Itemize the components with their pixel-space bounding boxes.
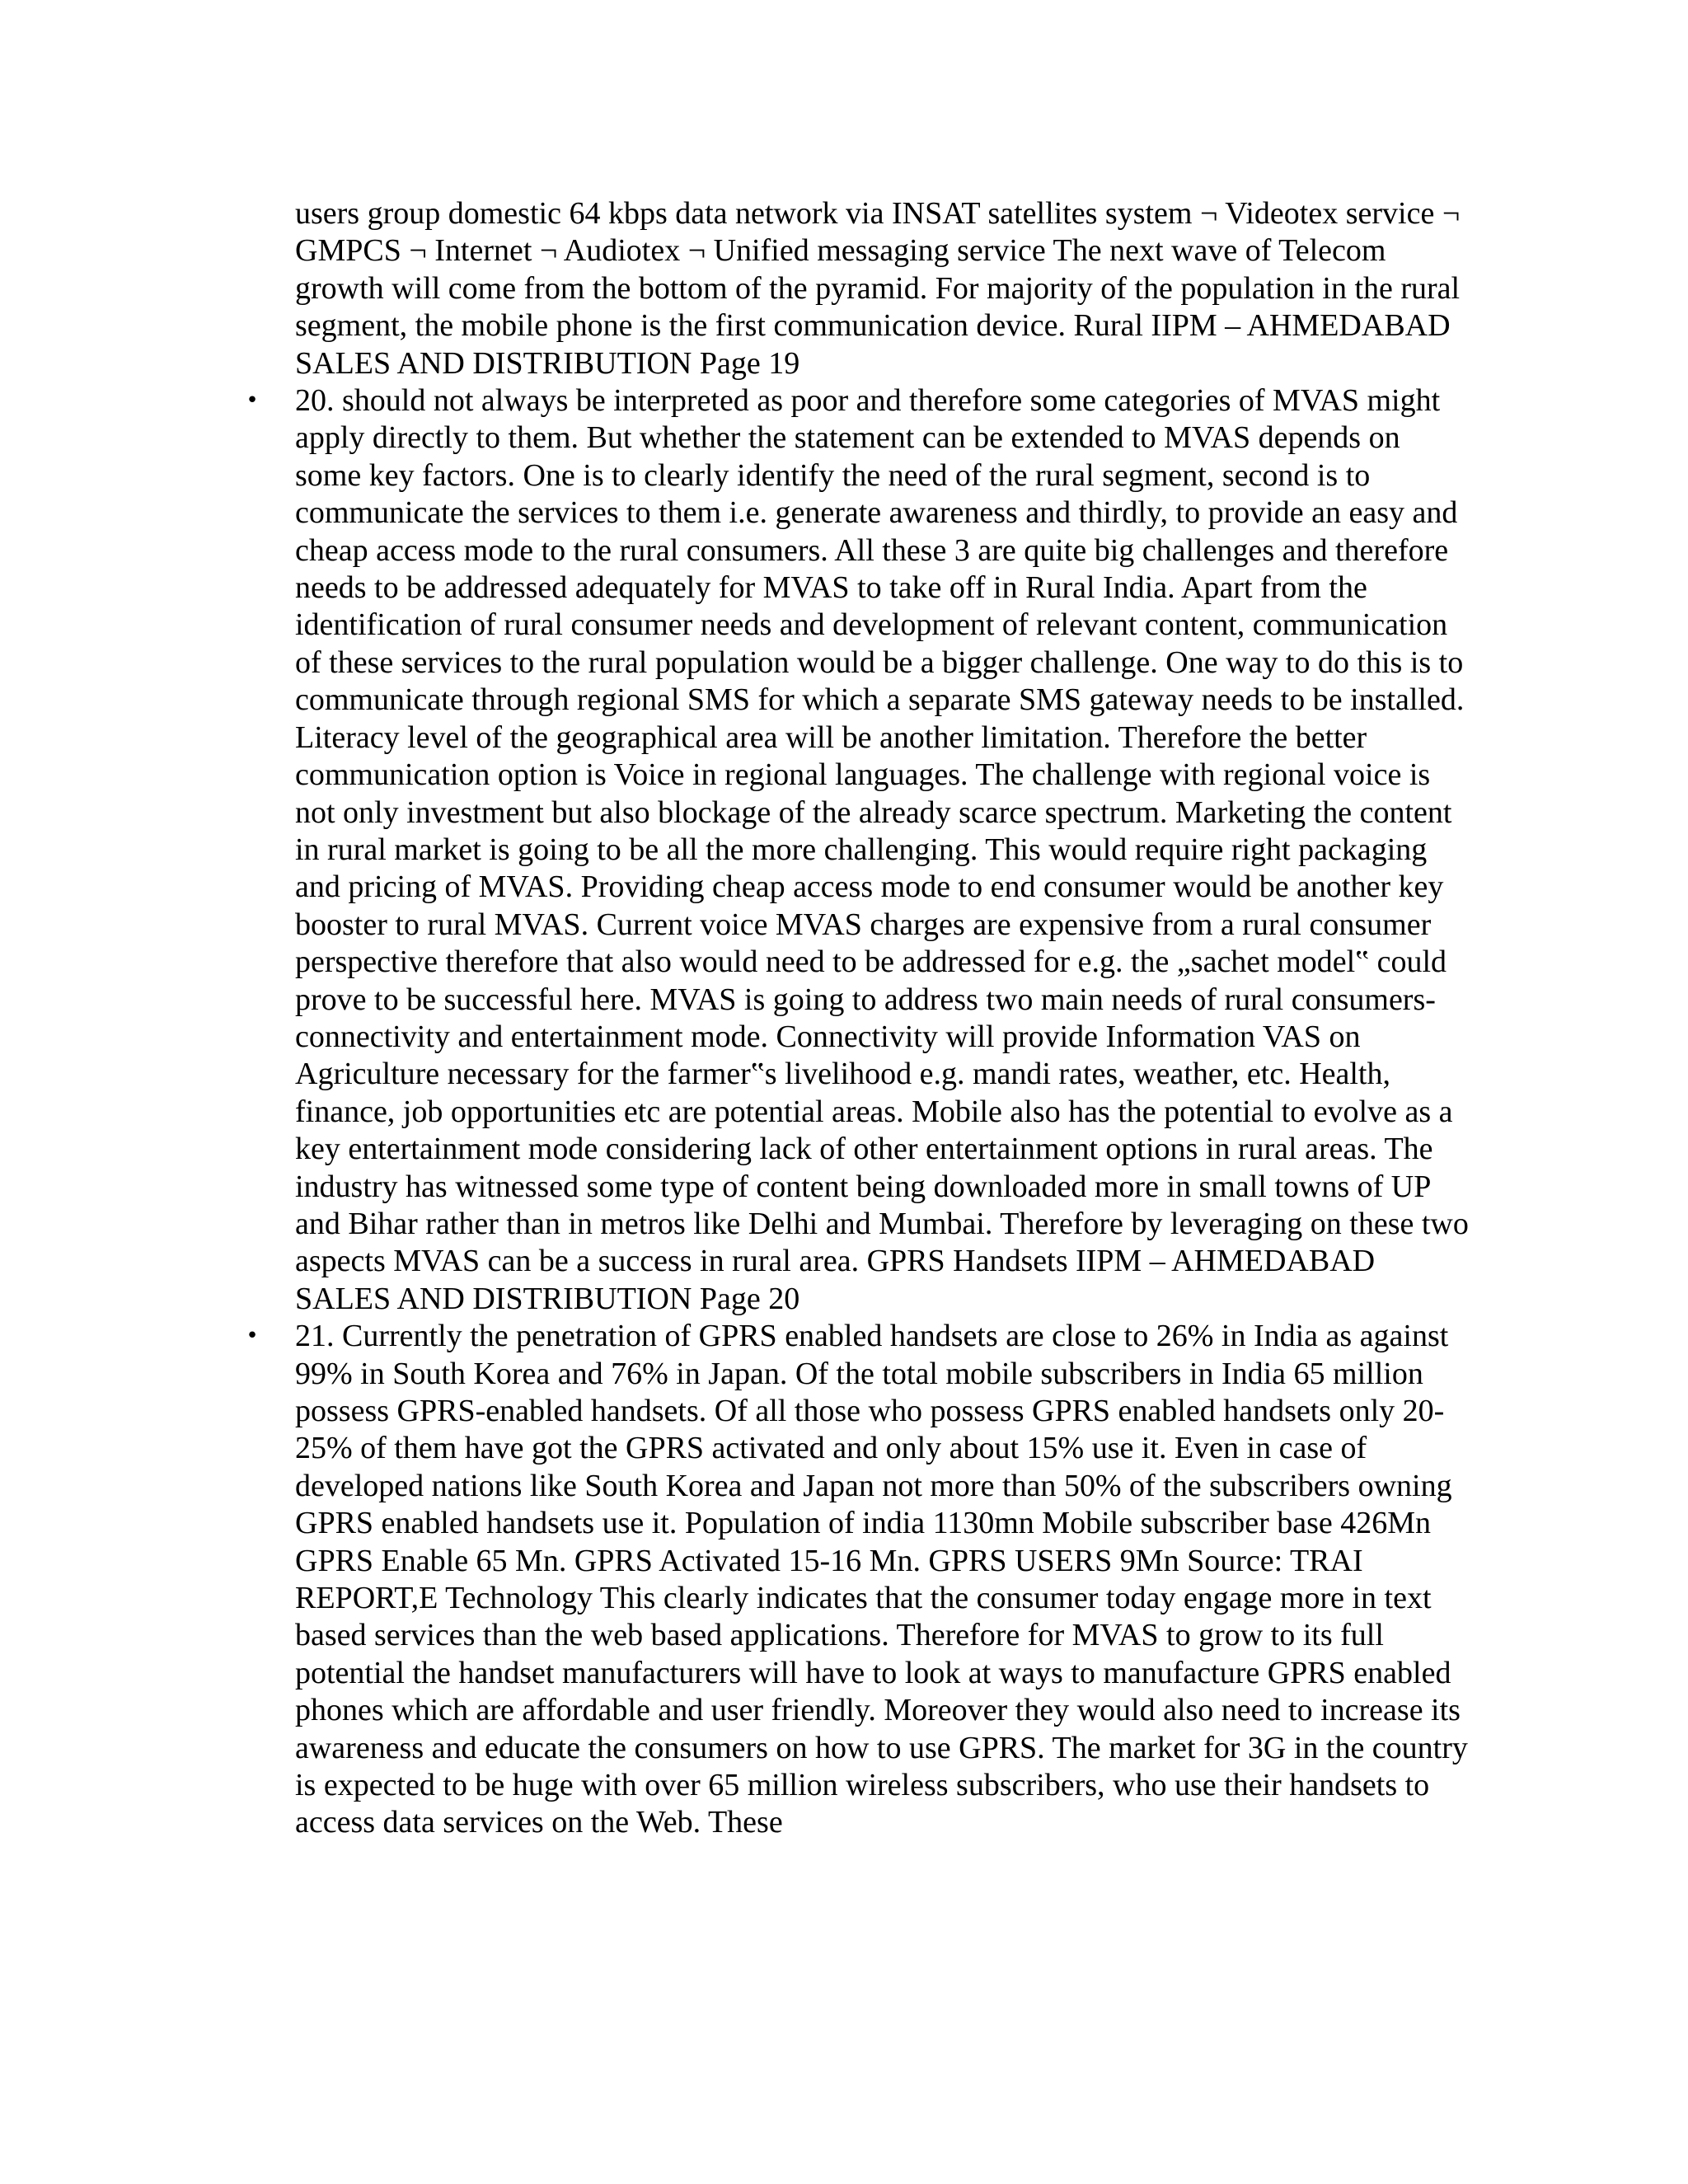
list-item-text: 21. Currently the penetration of GPRS enabled handsets are close to 26% in India as against 99% in South Korea and 76% in Japan. Of the total mobile subscribers in India 65 million possess GPRS-enabled handsets. Of all those who possess GPRS enabled handsets only 20-25% of them have got the GPRS activated and only about 15% use it. Even in case of developed nations like South Korea and Japan not more than 50% of the subscribers owning GPRS enabled handsets use it. Population of india 1130mn Mobile subscriber base 426Mn GPRS Enable 65 Mn. GPRS Activated 15-16 Mn. GPRS USERS 9Mn Source: TRAI REPORT,E Technology This clearly indicates that the consumer today engage more in text based services than the web based applications. Therefore for MVAS to grow to its full potential the handset manufacturers will have to look at ways to manufacture GPRS enabled phones which are affordable and user friendly. Moreover they would also need to increase its awareness and educate the consumers on how to use GPRS. The market for 3G in the country is expected to be huge with over 65 million wireless subscribers, who use their handsets to access data services on the Web. These [295,1319,1468,1840]
list-item-text: 20. should not always be interpreted as poor and therefore some categories of MVAS might apply directly to them. But whether the statement can be extended to MVAS depends on some key factors. One is to clearly identify the need of the rural segment, second is to communicate the services to them i.e. generate awareness and thirdly, to provide an easy and cheap access mode to the rural consumers. All these 3 are quite big challenges and therefore needs to be addressed adequately for MVAS to take off in Rural India. Apart from the identification of rural consumer needs and development of relevant content, communication of these services to the rural population would be a bigger challenge. One way to do this is to communicate through regional SMS for which a separate SMS gateway needs to be installed. Literacy level of the geographical area will be another limitation. Therefore the better communication option is Voice in regional languages. The challenge with regional voice is not only investment but also blockage of the already scarce spectrum. Marketing the content in rural market is going to be all the more challenging. This would require right packaging and pricing of MVAS. Providing cheap access mode to end consumer would be another key booster to rural MVAS. Current voice MVAS charges are expensive from a rural consumer perspective therefore that also would need to be addressed for e.g. the „sachet model‟ could prove to be successful here. MVAS is going to address two main needs of rural consumers- connectivity and entertainment mode. Connectivity will provide Information VAS on Agriculture necessary for the farmer‟s livelihood e.g. mandi rates, weather, etc. Health, finance, job opportunities etc are potential areas. Mobile also has the potential to evolve as a key entertainment mode considering lack of other entertainment options in rural areas. The industry has witnessed some type of content being downloaded more in small towns of UP and Bihar rather than in metros like Delhi and Mumbai. Therefore by leveraging on these two aspects MVAS can be a success in rural area. GPRS Handsets IIPM – AHMEDABAD SALES AND DISTRIBUTION Page 20 [295,383,1469,1316]
bullet-list [246,382,1474,1842]
list-item [246,382,1474,1318]
intro-paragraph: users group domestic 64 kbps data network via INSAT satellites system ¬ Videotex service ¬ GMPCS ¬ Internet ¬ Audiotex ¬ Unified messaging service The next wave of Telecom growth will come from the bottom of the pyramid. For majority of the population in the rural segment, the mobile phone is the first communication device. Rural IIPM – AHMEDABAD SALES AND DISTRIBUTION Page 19 [295,196,1461,381]
bullet-icon: • [246,388,259,414]
list-item [246,1318,1474,1842]
bullet-icon: • [246,1324,259,1349]
document-body [246,195,1474,1842]
